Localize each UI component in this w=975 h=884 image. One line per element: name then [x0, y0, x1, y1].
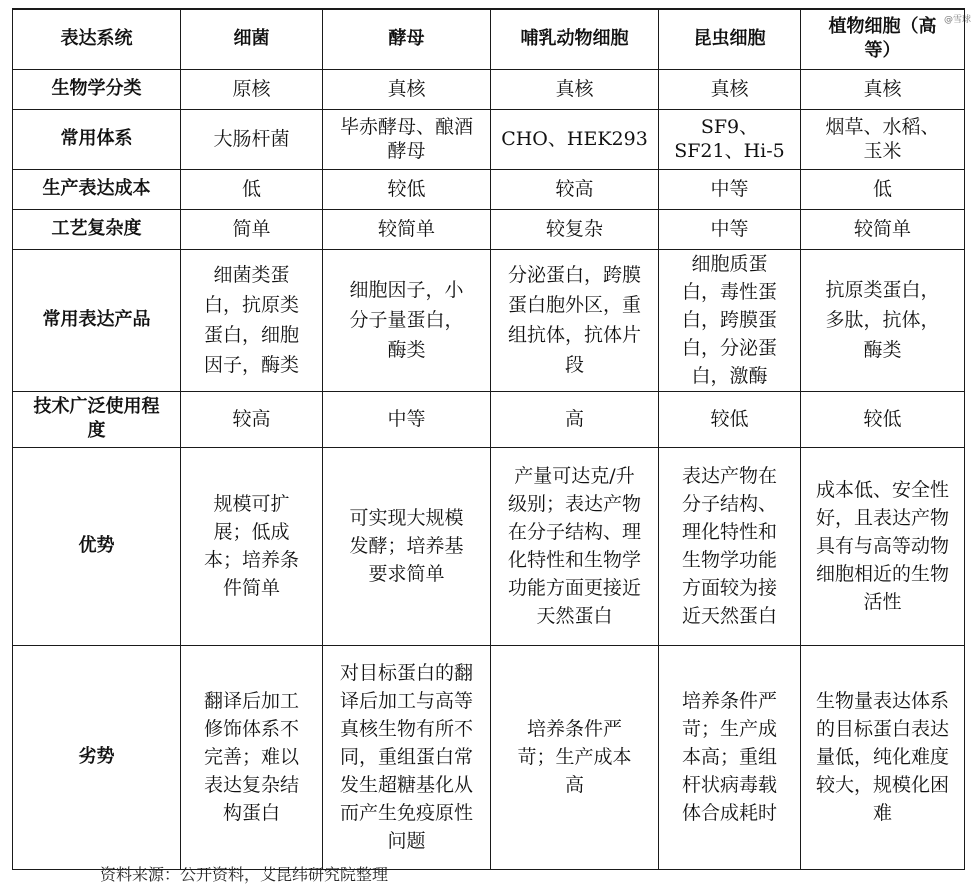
comparison-table-wrapper [12, 8, 965, 870]
row-label: 生物学分类 [13, 69, 181, 109]
table-cell: 可实现大规模发酵；培养基要求简单 [323, 447, 491, 645]
table-header-row [13, 9, 965, 69]
header-cell: 表达系统 [13, 9, 181, 69]
table-cell: 培养条件严苛；生产成本高；重组杆状病毒载体合成耗时 [659, 645, 801, 869]
watermark-text: @雪球 [943, 15, 971, 25]
table-row [13, 249, 965, 391]
table-cell: 真核 [491, 69, 659, 109]
table-cell: 细胞因子，小分子量蛋白，酶类 [323, 249, 491, 391]
table-cell: 抗原类蛋白，多肽，抗体，酶类 [801, 249, 965, 391]
table-row [13, 209, 965, 249]
row-label: 生产表达成本 [13, 169, 181, 209]
row-label: 技术广泛使用程度 [13, 391, 181, 447]
header-cell: 细菌 [181, 9, 323, 69]
table-cell: 较简单 [323, 209, 491, 249]
table-cell: 培养条件严苛；生产成本高 [491, 645, 659, 869]
table-row [13, 169, 965, 209]
table-cell: 中等 [659, 209, 801, 249]
table-cell: 原核 [181, 69, 323, 109]
table-cell: 生物量表达体系的目标蛋白表达量低，纯化难度较大，规模化困难 [801, 645, 965, 869]
table-cell: 真核 [659, 69, 801, 109]
row-label: 劣势 [13, 645, 181, 869]
table-cell: SF9、SF21、Hi-5 [659, 109, 801, 169]
table-cell: 产量可达克/升级别；表达产物在分子结构、理化特性和生物学功能方面更接近天然蛋白 [491, 447, 659, 645]
table-cell: 细胞质蛋白，毒性蛋白，跨膜蛋白，分泌蛋白，激酶 [659, 249, 801, 391]
table-cell: CHO、HEK293 [491, 109, 659, 169]
table-cell: 中等 [323, 391, 491, 447]
header-cell: 哺乳动物细胞 [491, 9, 659, 69]
table-cell: 成本低、安全性好，且表达产物具有与高等动物细胞相近的生物活性 [801, 447, 965, 645]
header-cell: 昆虫细胞 [659, 9, 801, 69]
expression-system-comparison-table [12, 8, 965, 870]
table-row [13, 645, 965, 869]
table-cell: 较低 [659, 391, 801, 447]
row-label: 常用体系 [13, 109, 181, 169]
table-cell: 大肠杆菌 [181, 109, 323, 169]
table-cell: 较低 [801, 391, 965, 447]
table-cell: 细菌类蛋白，抗原类蛋白，细胞因子，酶类 [181, 249, 323, 391]
table-row [13, 69, 965, 109]
table-row [13, 391, 965, 447]
table-cell: 较复杂 [491, 209, 659, 249]
table-cell: 真核 [323, 69, 491, 109]
header-cell: 酵母 [323, 9, 491, 69]
table-row [13, 109, 965, 169]
row-label: 常用表达产品 [13, 249, 181, 391]
table-cell: 低 [801, 169, 965, 209]
source-footnote: 资料来源：公开资料，艾昆纬研究院整理 [100, 865, 389, 884]
table-cell: 规模可扩展；低成本；培养条件简单 [181, 447, 323, 645]
row-label: 工艺复杂度 [13, 209, 181, 249]
table-cell: 低 [181, 169, 323, 209]
table-cell: 真核 [801, 69, 965, 109]
table-cell: 翻译后加工修饰体系不完善；难以表达复杂结构蛋白 [181, 645, 323, 869]
header-cell: 植物细胞（高等） [801, 9, 965, 69]
table-cell: 毕赤酵母、酿酒酵母 [323, 109, 491, 169]
table-cell: 分泌蛋白，跨膜蛋白胞外区，重组抗体，抗体片段 [491, 249, 659, 391]
table-cell: 较高 [491, 169, 659, 209]
table-cell: 对目标蛋白的翻译后加工与高等真核生物有所不同，重组蛋白常发生超糖基化从而产生免疫原性问题 [323, 645, 491, 869]
table-cell: 较高 [181, 391, 323, 447]
table-cell: 高 [491, 391, 659, 447]
table-cell: 表达产物在分子结构、理化特性和生物学功能方面较为接近天然蛋白 [659, 447, 801, 645]
table-cell: 烟草、水稻、玉米 [801, 109, 965, 169]
table-cell: 较简单 [801, 209, 965, 249]
table-cell: 简单 [181, 209, 323, 249]
table-cell: 中等 [659, 169, 801, 209]
table-row [13, 447, 965, 645]
row-label: 优势 [13, 447, 181, 645]
table-cell: 较低 [323, 169, 491, 209]
